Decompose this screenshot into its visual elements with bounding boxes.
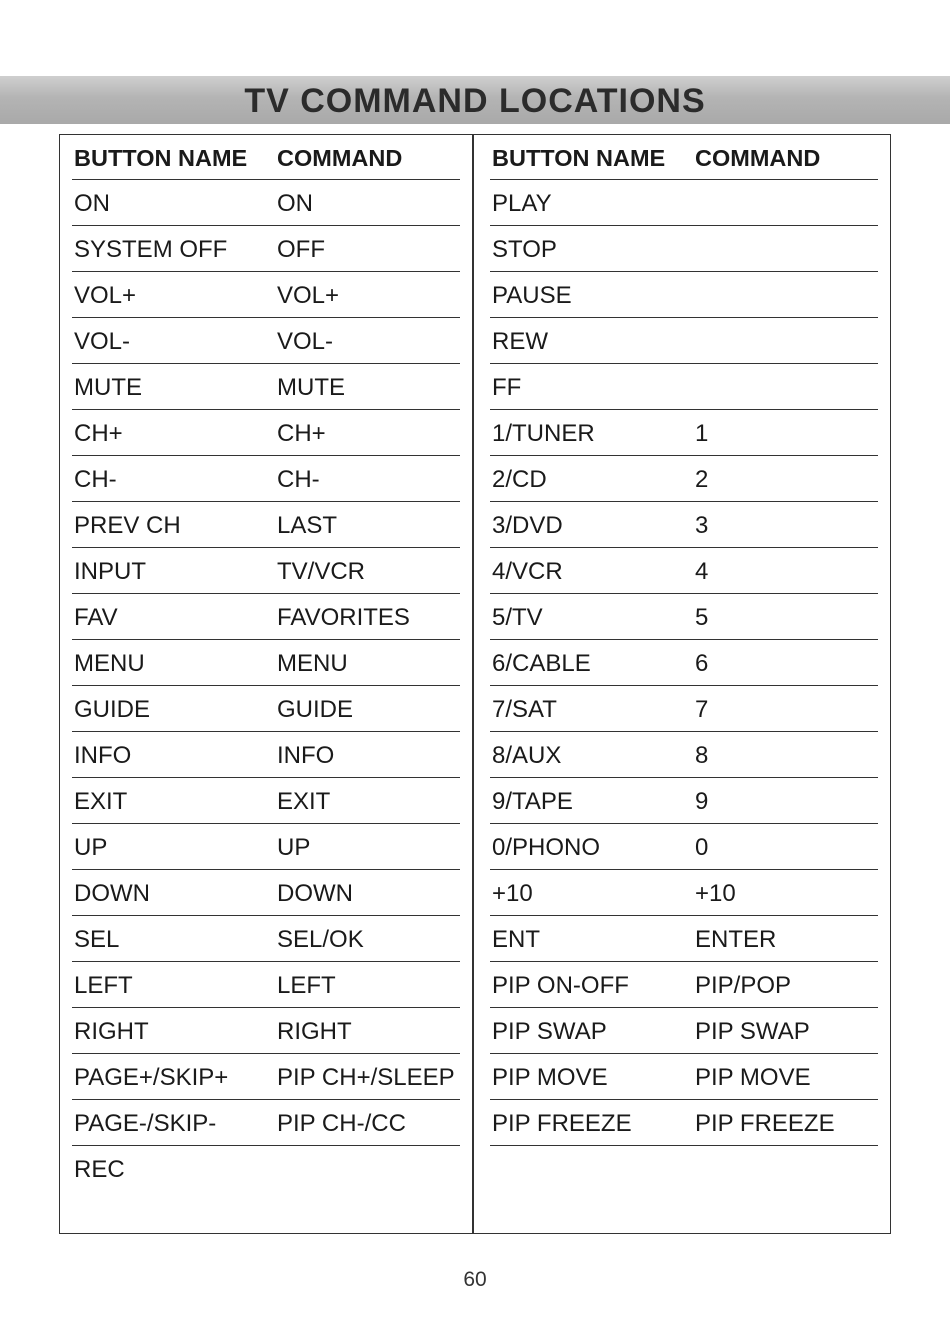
command-cell: FAVORITES bbox=[277, 604, 410, 631]
command-cell: VOL+ bbox=[277, 282, 340, 309]
button-name-cell: PAUSE bbox=[492, 282, 572, 309]
table-row bbox=[490, 686, 878, 732]
command-cell: CH+ bbox=[277, 420, 326, 447]
table-row bbox=[72, 318, 460, 364]
command-cell: CH- bbox=[277, 466, 320, 493]
table-row bbox=[490, 410, 878, 456]
table-row bbox=[72, 962, 460, 1008]
command-cell: 0 bbox=[695, 834, 709, 861]
header-command: COMMAND bbox=[277, 144, 403, 171]
table-row bbox=[72, 1146, 460, 1191]
command-cell: EXIT bbox=[277, 788, 331, 815]
button-name-cell: 3/DVD bbox=[492, 512, 563, 539]
page-title: TV COMMAND LOCATIONS bbox=[244, 82, 706, 120]
command-cell: OFF bbox=[277, 236, 325, 263]
table-row bbox=[490, 456, 878, 502]
table-row bbox=[490, 1008, 878, 1054]
button-name-cell: MENU bbox=[74, 650, 145, 677]
command-cell: 5 bbox=[695, 604, 709, 631]
command-cell: UP bbox=[277, 834, 311, 861]
command-cell: MUTE bbox=[277, 374, 345, 401]
table-row bbox=[72, 180, 460, 226]
command-cell: 9 bbox=[695, 788, 709, 815]
command-cell: INFO bbox=[277, 742, 335, 769]
button-name-cell: RIGHT bbox=[74, 1018, 149, 1045]
command-cell: ON bbox=[277, 190, 313, 217]
button-name-cell: REC bbox=[74, 1156, 125, 1183]
table-header bbox=[490, 134, 878, 180]
table-row bbox=[490, 318, 878, 364]
command-cell: ENTER bbox=[695, 926, 777, 953]
button-name-cell: GUIDE bbox=[74, 696, 151, 723]
table-row bbox=[72, 226, 460, 272]
button-name-cell: 8/AUX bbox=[492, 742, 562, 769]
command-cell: 1 bbox=[695, 420, 709, 447]
button-name-cell: SYSTEM OFF bbox=[74, 236, 228, 263]
table-row bbox=[72, 870, 460, 916]
command-cell: PIP SWAP bbox=[695, 1018, 810, 1045]
button-name-cell: INPUT bbox=[74, 558, 146, 585]
command-cell: LAST bbox=[277, 512, 338, 539]
command-cell: SEL/OK bbox=[277, 926, 364, 953]
button-name-cell: INFO bbox=[74, 742, 132, 769]
button-name-cell: 0/PHONO bbox=[492, 834, 601, 861]
command-cell: 4 bbox=[695, 558, 709, 585]
command-cell: LEFT bbox=[277, 972, 336, 999]
command-cell: 3 bbox=[695, 512, 709, 539]
table-row bbox=[72, 778, 460, 824]
table-row bbox=[490, 364, 878, 410]
button-name-cell: PREV CH bbox=[74, 512, 181, 539]
table-row bbox=[72, 732, 460, 778]
button-name-cell: ENT bbox=[492, 926, 540, 953]
button-name-cell: 2/CD bbox=[492, 466, 547, 493]
command-cell: 2 bbox=[695, 466, 709, 493]
table-header bbox=[72, 134, 460, 180]
table-row bbox=[72, 410, 460, 456]
command-cell: MENU bbox=[277, 650, 348, 677]
table-row bbox=[490, 594, 878, 640]
button-name-cell: ON bbox=[74, 190, 110, 217]
table-row bbox=[490, 226, 878, 272]
button-name-cell: 1/TUNER bbox=[492, 420, 595, 447]
right-command-table bbox=[490, 134, 878, 1146]
command-cell: PIP FREEZE bbox=[695, 1110, 835, 1137]
table-row bbox=[490, 1054, 878, 1100]
button-name-cell: CH+ bbox=[74, 420, 123, 447]
command-cell: RIGHT bbox=[277, 1018, 352, 1045]
table-row bbox=[490, 548, 878, 594]
button-name-cell: 9/TAPE bbox=[492, 788, 573, 815]
command-cell: VOL- bbox=[277, 328, 334, 355]
button-name-cell: UP bbox=[74, 834, 108, 861]
button-name-cell: PIP MOVE bbox=[492, 1064, 608, 1091]
table-row bbox=[490, 1100, 878, 1146]
button-name-cell: REW bbox=[492, 328, 548, 355]
button-name-cell: LEFT bbox=[74, 972, 133, 999]
table-row bbox=[72, 824, 460, 870]
table-row bbox=[490, 824, 878, 870]
table-row bbox=[72, 1008, 460, 1054]
button-name-cell: VOL- bbox=[74, 328, 131, 355]
table-row bbox=[490, 962, 878, 1008]
left-command-table bbox=[72, 134, 460, 1191]
table-row bbox=[490, 272, 878, 318]
page-number: 60 bbox=[463, 1268, 487, 1291]
table-row bbox=[72, 364, 460, 410]
table-row bbox=[490, 502, 878, 548]
button-name-cell: MUTE bbox=[74, 374, 142, 401]
button-name-cell: 7/SAT bbox=[492, 696, 557, 723]
table-row bbox=[72, 456, 460, 502]
table-row bbox=[490, 916, 878, 962]
table-row bbox=[490, 778, 878, 824]
command-cell: +10 bbox=[695, 880, 736, 907]
button-name-cell: FAV bbox=[74, 604, 118, 631]
command-cell: DOWN bbox=[277, 880, 353, 907]
header-button-name: BUTTON NAME bbox=[492, 144, 666, 171]
header-button-name: BUTTON NAME bbox=[74, 144, 248, 171]
command-cell: 6 bbox=[695, 650, 709, 677]
command-cell: PIP MOVE bbox=[695, 1064, 811, 1091]
table-row bbox=[72, 594, 460, 640]
button-name-cell: DOWN bbox=[74, 880, 150, 907]
table-row bbox=[72, 1054, 460, 1100]
button-name-cell: PAGE-/SKIP- bbox=[74, 1110, 217, 1137]
button-name-cell: PIP FREEZE bbox=[492, 1110, 632, 1137]
command-cell: 7 bbox=[695, 696, 709, 723]
table-row bbox=[72, 640, 460, 686]
button-name-cell: SEL bbox=[74, 926, 120, 953]
table-row bbox=[72, 1100, 460, 1146]
header-command: COMMAND bbox=[695, 144, 821, 171]
table-row bbox=[72, 686, 460, 732]
button-name-cell: 6/CABLE bbox=[492, 650, 591, 677]
table-row bbox=[490, 732, 878, 778]
button-name-cell: PIP SWAP bbox=[492, 1018, 607, 1045]
table-row bbox=[490, 180, 878, 226]
table-row bbox=[490, 640, 878, 686]
button-name-cell: STOP bbox=[492, 236, 557, 263]
table-row bbox=[490, 870, 878, 916]
button-name-cell: VOL+ bbox=[74, 282, 137, 309]
button-name-cell: 4/VCR bbox=[492, 558, 563, 585]
table-row bbox=[72, 502, 460, 548]
button-name-cell: PIP ON-OFF bbox=[492, 972, 629, 999]
button-name-cell: EXIT bbox=[74, 788, 128, 815]
button-name-cell: FF bbox=[492, 374, 522, 401]
button-name-cell: PAGE+/SKIP+ bbox=[74, 1064, 229, 1091]
command-cell: PIP CH-/CC bbox=[277, 1110, 406, 1137]
command-cell: GUIDE bbox=[277, 696, 354, 723]
button-name-cell: CH- bbox=[74, 466, 117, 493]
command-cell: 8 bbox=[695, 742, 709, 769]
table-row bbox=[72, 548, 460, 594]
command-cell: PIP/POP bbox=[695, 972, 792, 999]
column-divider bbox=[472, 134, 474, 1234]
command-cell: TV/VCR bbox=[277, 558, 366, 585]
button-name-cell: +10 bbox=[492, 880, 533, 907]
command-cell: PIP CH+/SLEEP bbox=[277, 1064, 455, 1091]
button-name-cell: 5/TV bbox=[492, 604, 543, 631]
table-row bbox=[72, 272, 460, 318]
table-row bbox=[72, 916, 460, 962]
button-name-cell: PLAY bbox=[492, 190, 552, 217]
